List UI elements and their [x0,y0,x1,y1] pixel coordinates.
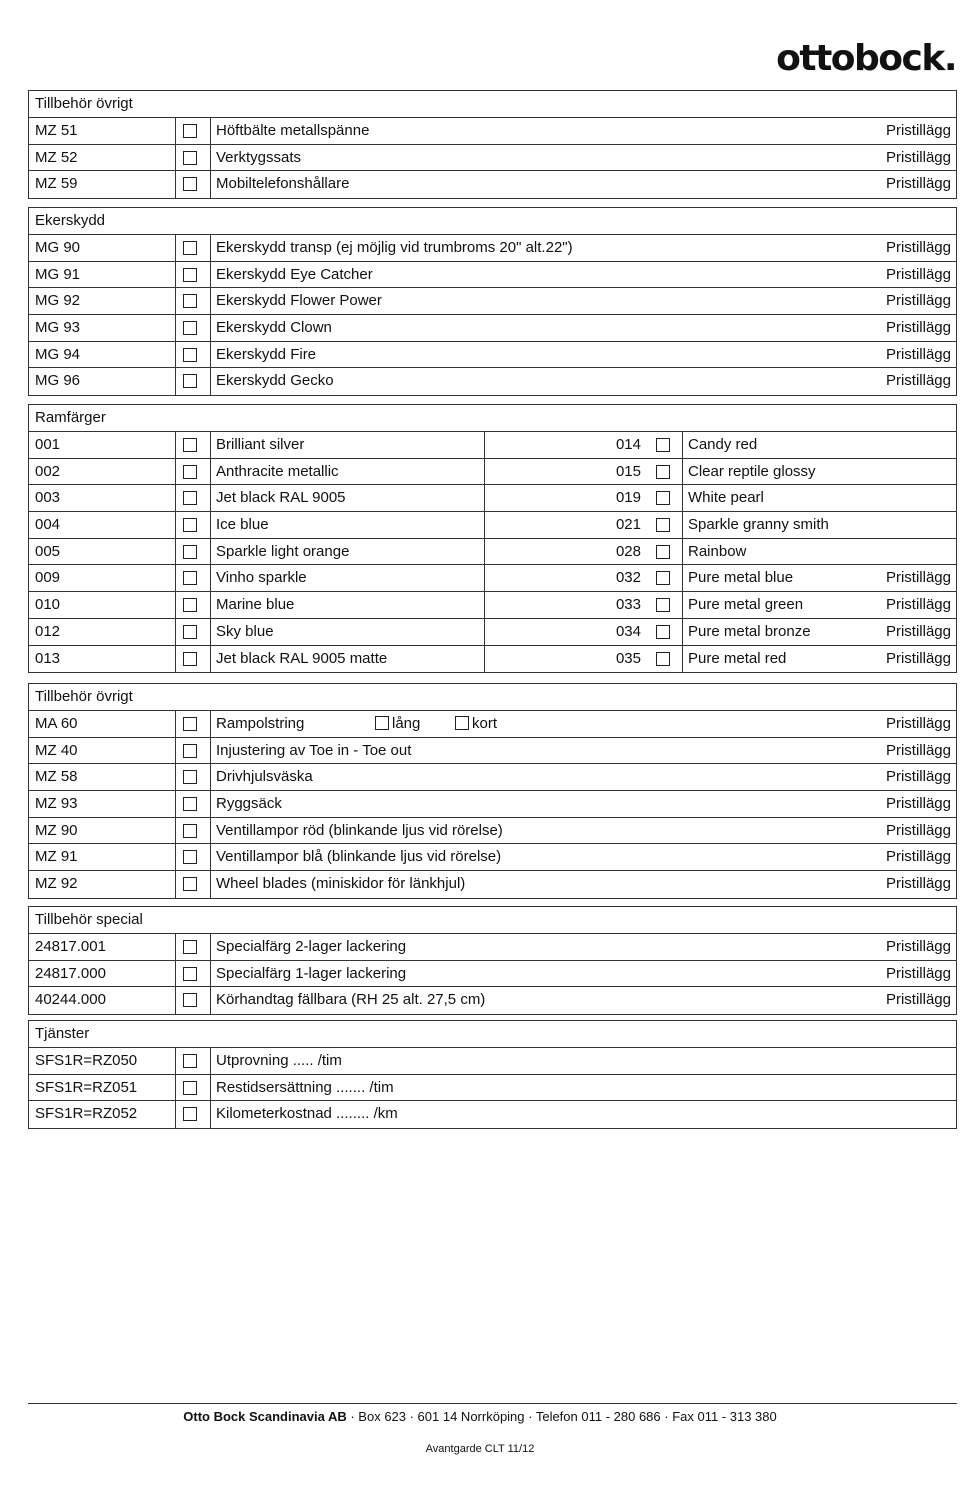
section-title: Tillbehör övrigt [29,684,956,711]
table-row: MG 93 Ekerskydd Clown Pristillägg [29,315,956,342]
checkbox[interactable] [183,321,197,335]
checkbox[interactable] [183,1081,197,1095]
footer-doc-id: Avantgarde CLT 11/12 [425,1443,535,1455]
checkbox[interactable] [183,374,197,388]
checkbox[interactable] [183,1107,197,1121]
checkbox[interactable] [183,177,197,191]
table-row: 003 Jet black RAL 9005 019 White pearl [29,485,956,512]
footer-divider [28,1403,957,1404]
table-row: MZ 90 Ventillampor röd (blinkande ljus vid rörelse) Pristillägg [29,818,956,845]
table-row: MG 92 Ekerskydd Flower Power Pristillägg [29,288,956,315]
checkbox-kort[interactable] [455,716,469,730]
table-row: MG 96 Ekerskydd Gecko Pristillägg [29,368,956,395]
checkbox[interactable] [183,993,197,1007]
checkbox[interactable] [183,598,197,612]
checkbox[interactable] [183,824,197,838]
ottobock-logo: ottobock. [776,38,956,79]
checkbox[interactable] [183,744,197,758]
checkbox[interactable] [183,124,197,138]
table-row: MZ 52 Verktygssats Pristillägg [29,145,956,172]
checkbox[interactable] [183,940,197,954]
checkbox[interactable] [183,241,197,255]
footer-contact: · Box 623 · 601 14 Norrköping · Telefon 011 - 280 686 · Fax 011 - 313 380 [346,1409,777,1424]
checkbox[interactable] [183,770,197,784]
checkbox[interactable] [183,967,197,981]
table-row: SFS1R=RZ050 Utprovning ..... /tim [29,1048,956,1075]
table-row: 001 Brilliant silver 014 Candy red [29,432,956,459]
checkbox[interactable] [656,598,670,612]
checkbox[interactable] [183,1054,197,1068]
table-row: MZ 40 Injustering av Toe in - Toe out Pristillägg [29,738,956,765]
table-row: MA 60 Rampolstring lång kort Pristillägg [29,711,956,738]
table-row: MG 90 Ekerskydd transp (ej möjlig vid trumbroms 20" alt.22") Pristillägg [29,235,956,262]
table-row: MG 91 Ekerskydd Eye Catcher Pristillägg [29,262,956,289]
checkbox[interactable] [183,545,197,559]
checkbox[interactable] [656,491,670,505]
checkbox[interactable] [183,797,197,811]
table-row: SFS1R=RZ051 Restidsersättning ....... /tim [29,1075,956,1102]
checkbox[interactable] [656,465,670,479]
table-row: 012 Sky blue 034 Pure metal bronze Pristillägg [29,619,956,646]
table-row: MZ 58 Drivhjulsväska Pristillägg [29,764,956,791]
checkbox[interactable] [656,571,670,585]
section-tillbehor-special [28,906,957,1015]
table-row: 004 Ice blue 021 Sparkle granny smith [29,512,956,539]
checkbox[interactable] [183,877,197,891]
table-row: 010 Marine blue 033 Pure metal green Pristillägg [29,592,956,619]
table-row: MZ 51 Höftbälte metallspänne Pristillägg [29,118,956,145]
section-ramfarger [28,404,957,673]
checkbox[interactable] [183,625,197,639]
table-row: MZ 91 Ventillampor blå (blinkande ljus vid rörelse) Pristillägg [29,844,956,871]
checkbox[interactable] [183,348,197,362]
checkbox-lang[interactable] [375,716,389,730]
table-row: 005 Sparkle light orange 028 Rainbow [29,539,956,566]
checkbox[interactable] [183,438,197,452]
table-row: MZ 59 Mobiltelefonshållare Pristillägg [29,171,956,198]
footer-address [0,1409,960,1424]
checkbox[interactable] [183,465,197,479]
checkbox[interactable] [656,652,670,666]
table-row: 002 Anthracite metallic 015 Clear reptile glossy [29,459,956,486]
table-row: 013 Jet black RAL 9005 matte 035 Pure metal red Pristillägg [29,646,956,673]
table-row: MZ 93 Ryggsäck Pristillägg [29,791,956,818]
table-row: 009 Vinho sparkle 032 Pure metal blue Pristillägg [29,565,956,592]
checkbox[interactable] [183,151,197,165]
section-title: Ekerskydd [29,208,956,235]
table-row: MG 94 Ekerskydd Fire Pristillägg [29,342,956,369]
checkbox[interactable] [183,850,197,864]
checkbox[interactable] [183,571,197,585]
checkbox[interactable] [183,294,197,308]
section-title: Tillbehör övrigt [29,91,956,118]
table-row: MZ 92 Wheel blades (miniskidor för länkhjul) Pristillägg [29,871,956,898]
footer-company: Otto Bock Scandinavia AB [183,1409,347,1424]
section-ekerskydd [28,207,957,396]
section-title: Ramfärger [29,405,956,432]
checkbox[interactable] [656,438,670,452]
checkbox[interactable] [183,268,197,282]
section-tillbehor-ovrigt-1 [28,90,957,199]
section-tjanster [28,1020,957,1129]
table-row: 24817.000 Specialfärg 1-lager lackering Pristillägg [29,961,956,988]
checkbox[interactable] [183,491,197,505]
checkbox[interactable] [656,545,670,559]
checkbox[interactable] [183,717,197,731]
checkbox[interactable] [656,625,670,639]
checkbox[interactable] [183,518,197,532]
checkbox[interactable] [183,652,197,666]
section-tillbehor-ovrigt-2 [28,683,957,899]
table-row: 40244.000 Körhandtag fällbara (RH 25 alt. 27,5 cm) Pristillägg [29,987,956,1014]
section-title: Tjänster [29,1021,956,1048]
table-row: SFS1R=RZ052 Kilometerkostnad ........ /km [29,1101,956,1128]
checkbox[interactable] [656,518,670,532]
table-row: 24817.001 Specialfärg 2-lager lackering Pristillägg [29,934,956,961]
section-title: Tillbehör special [29,907,956,934]
